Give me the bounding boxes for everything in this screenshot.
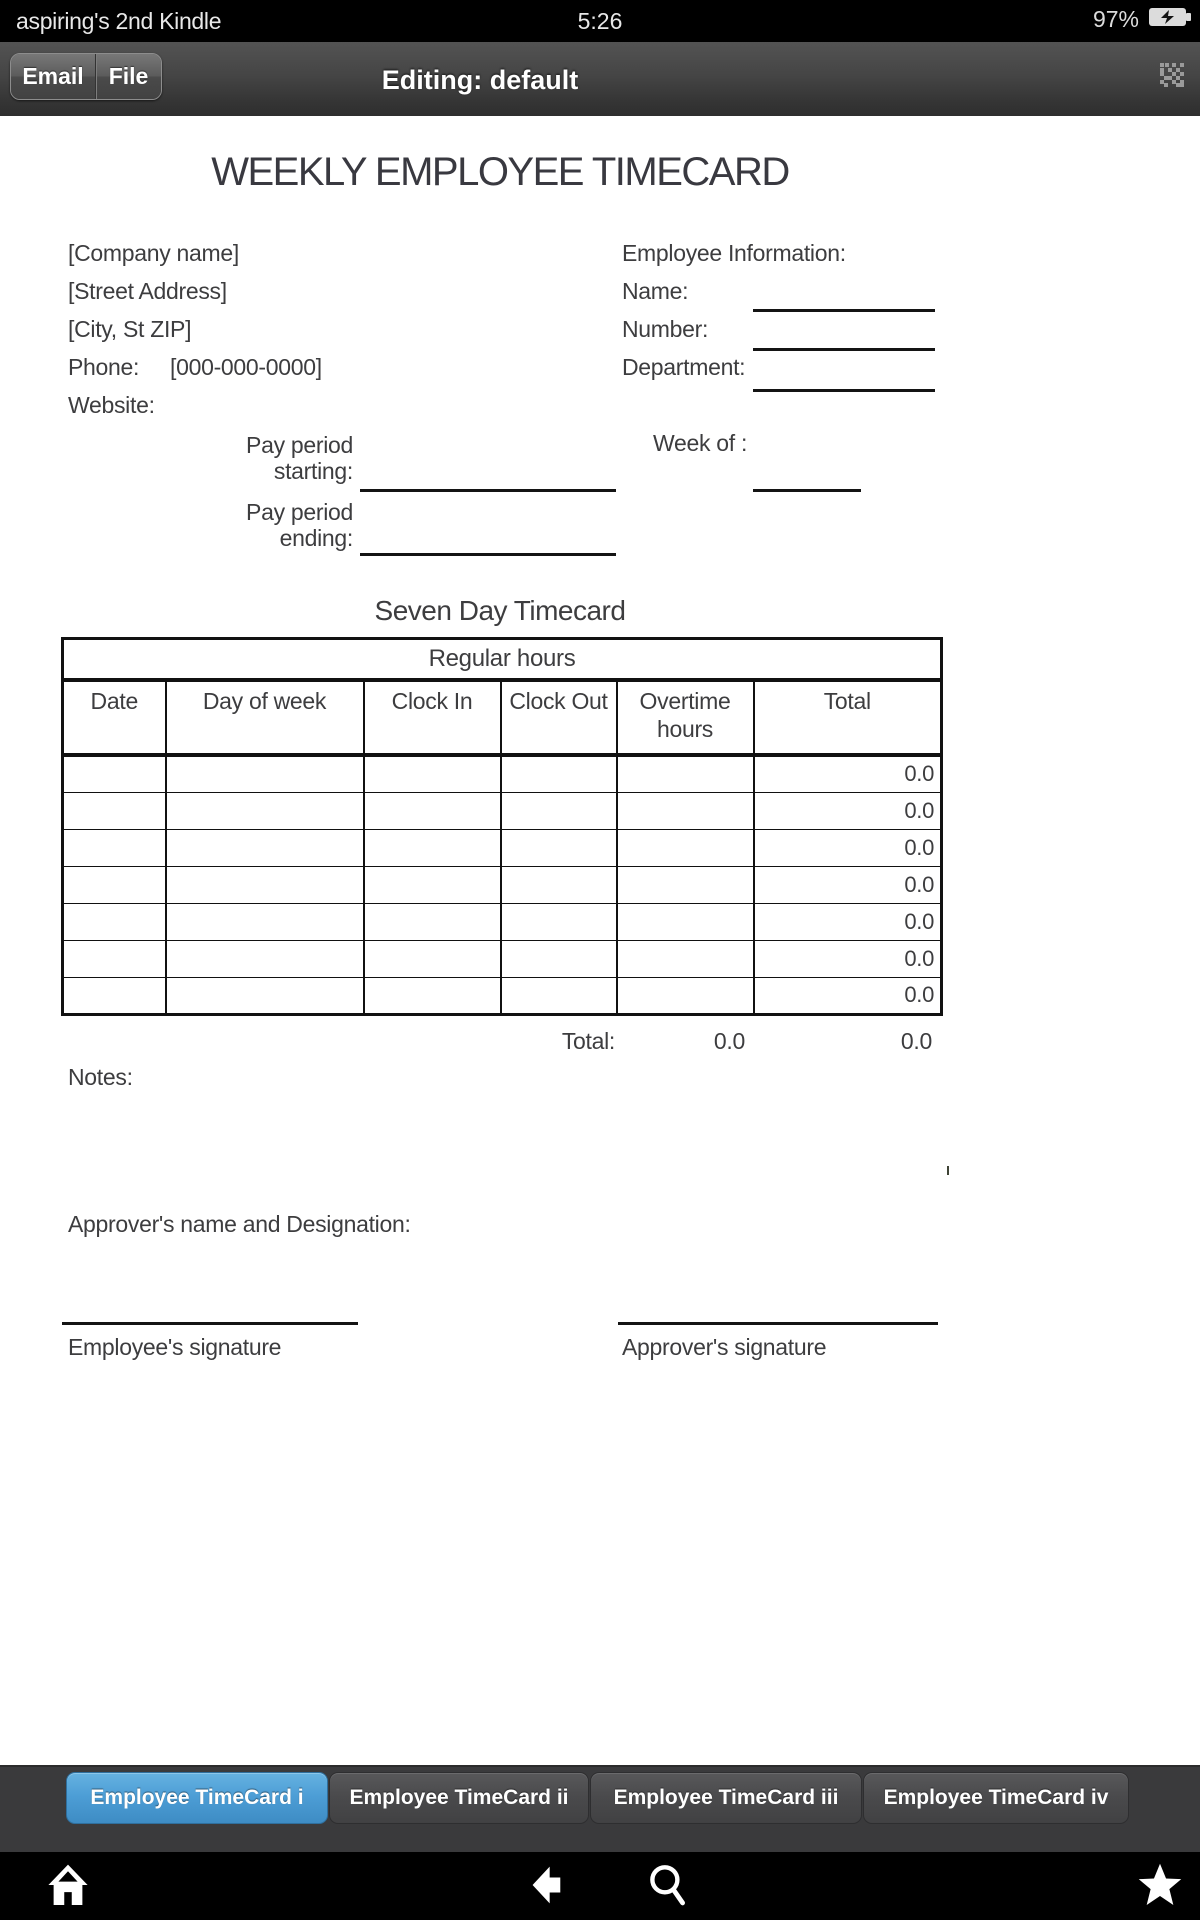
tab-employee-timecard-ii[interactable]: Employee TimeCard ii [329,1772,589,1824]
company-name-placeholder[interactable]: [Company name] [68,240,239,266]
editing-title: Editing: default [381,65,579,95]
overtime-total-value: 0.0 [713,1028,745,1054]
tab-employee-timecard-iii[interactable]: Employee TimeCard iii [590,1772,862,1824]
pay-period-starting-field-line[interactable] [360,489,616,492]
row-total-cell[interactable]: 0.0 [754,977,942,1014]
row-total-cell[interactable]: 0.0 [754,940,942,977]
row-total-cell[interactable]: 0.0 [754,755,942,792]
battery-status [1093,6,1192,33]
pay-period-starting-label-line2: starting: [273,458,353,484]
regular-hours-header: Regular hours [63,639,942,681]
cell-cursor-artifact [947,1166,949,1175]
week-of-label: Week of : [653,430,748,456]
pay-period-starting-label-line1: Pay period [246,432,353,458]
timecard-row[interactable] [63,792,942,829]
spreadsheet-document[interactable] [0,116,1200,1765]
grid-menu-icon[interactable] [1159,62,1185,88]
approver-signature-line[interactable] [618,1322,938,1325]
total-label: Total: [561,1028,615,1054]
timecard-row[interactable] [63,755,942,792]
timecard-row[interactable] [63,940,942,977]
approver-designation-label: Approver's name and Designation: [68,1211,411,1237]
employee-department-label: Department: [622,354,746,380]
back-button[interactable] [527,1860,579,1912]
email-button[interactable]: Email [11,54,95,99]
notes-label: Notes: [68,1064,133,1090]
employee-name-field-line[interactable] [753,309,935,312]
row-total-cell[interactable]: 0.0 [754,829,942,866]
timecard-row[interactable] [63,829,942,866]
home-icon [43,1898,93,1913]
timecard-heading: Seven Day Timecard [374,595,626,626]
col-header-date: Date [63,680,166,755]
timecard-row[interactable] [63,866,942,903]
file-button[interactable]: File [95,54,161,99]
employee-number-field-line[interactable] [753,348,935,351]
favorites-icon [1135,1898,1185,1913]
status-bar [0,0,1200,42]
tab-employee-timecard-i[interactable]: Employee TimeCard i [66,1772,328,1824]
employee-signature-line[interactable] [62,1322,358,1325]
row-total-cell[interactable]: 0.0 [754,903,942,940]
app-toolbar [0,42,1200,118]
document-title: WEEKLY EMPLOYEE TIMECARD [211,150,789,194]
row-total-cell[interactable]: 0.0 [754,866,942,903]
phone-value-placeholder[interactable]: [000-000-0000] [170,354,322,380]
battery-charging-icon [1148,7,1192,32]
sheet-tab-bar [0,1765,1200,1854]
week-of-field-line[interactable] [753,489,861,492]
clock: 5:26 [577,8,623,34]
employee-department-field-line[interactable] [753,389,935,392]
phone-label: Phone: [68,354,140,380]
pay-period-ending-field-line[interactable] [360,553,616,556]
system-nav-bar [0,1852,1200,1920]
home-button[interactable] [42,1860,94,1912]
pay-period-ending-label-line2: ending: [279,525,353,551]
col-header-day: Day of week [166,680,364,755]
battery-percent: 97% [1092,6,1139,32]
approver-signature-label: Approver's signature [622,1334,827,1360]
search-button[interactable] [642,1860,694,1912]
timecard-table[interactable] [61,637,943,1016]
timecard-row[interactable] [63,977,942,1014]
row-total-cell[interactable]: 0.0 [754,792,942,829]
col-header-clock-out: Clock Out [501,680,617,755]
regular-hours-header-row [63,639,942,681]
tab-employee-timecard-iv[interactable]: Employee TimeCard iv [863,1772,1129,1824]
search-icon [643,1898,693,1913]
device-name: aspiring's 2nd Kindle [16,8,222,34]
employee-info-heading: Employee Information: [622,240,846,266]
column-header-row [63,680,942,755]
grand-total-value: 0.0 [900,1028,932,1054]
website-label: Website: [68,392,155,418]
employee-name-label: Name: [622,278,689,304]
employee-number-label: Number: [622,316,709,342]
back-icon [528,1898,578,1913]
col-header-overtime: Overtime hours [617,680,754,755]
pay-period-ending-label-line1: Pay period [246,499,353,525]
col-header-total: Total [754,680,942,755]
timecard-row[interactable] [63,903,942,940]
city-state-zip-placeholder[interactable]: [City, St ZIP] [68,316,192,342]
favorites-button[interactable] [1134,1860,1186,1912]
employee-signature-label: Employee's signature [68,1334,282,1360]
street-address-placeholder[interactable]: [Street Address] [68,278,227,304]
col-header-clock-in: Clock In [364,680,501,755]
toolbar-segmented-control [10,53,162,100]
